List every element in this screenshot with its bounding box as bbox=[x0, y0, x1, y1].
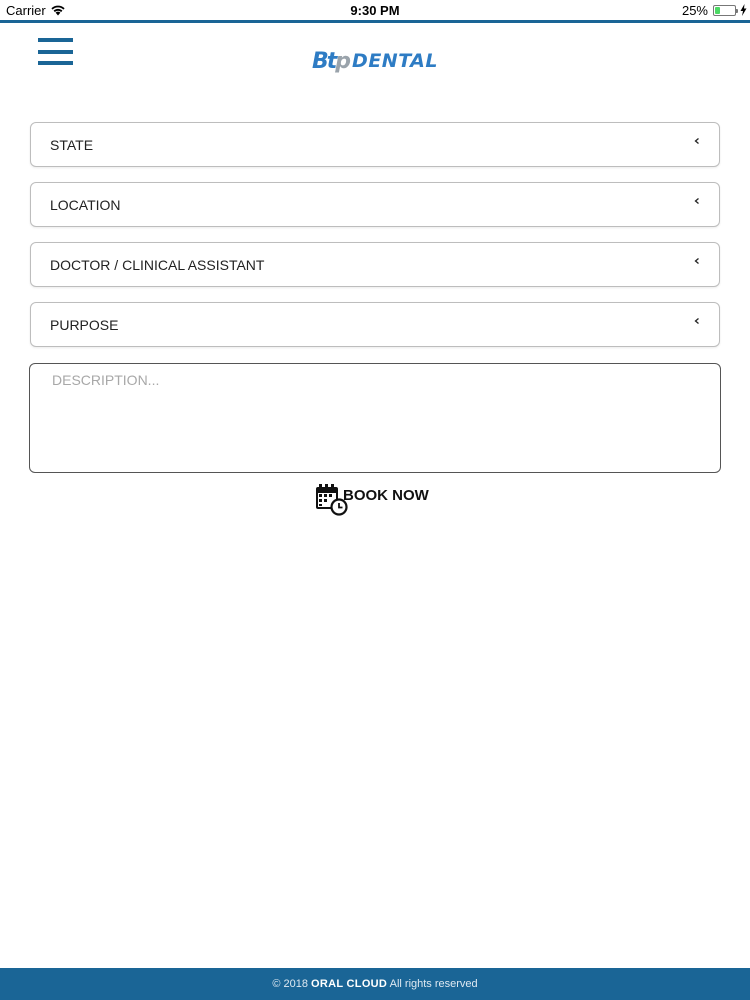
header-accent-line bbox=[0, 20, 750, 23]
description-box bbox=[29, 363, 721, 473]
book-now-button[interactable] bbox=[314, 482, 429, 516]
purpose-select[interactable] bbox=[30, 302, 720, 347]
book-now-label: BOOK NOW bbox=[343, 487, 429, 504]
description-input[interactable] bbox=[30, 364, 720, 472]
battery-level-fill bbox=[715, 7, 720, 14]
app-logo bbox=[312, 48, 438, 74]
purpose-select-label: PURPOSE bbox=[50, 317, 119, 333]
copyright-prefix: © 2018 bbox=[272, 978, 312, 990]
state-select-label: STATE bbox=[50, 137, 94, 153]
copyright-suffix: All rights reserved bbox=[387, 978, 478, 990]
footer-brand: ORAL CLOUD bbox=[311, 978, 388, 990]
chevron-left-icon bbox=[693, 195, 701, 207]
location-select[interactable] bbox=[30, 182, 720, 227]
logo-text: DENTAL bbox=[352, 50, 438, 72]
clock-time: 9:30 PM bbox=[350, 3, 400, 18]
chevron-left-icon bbox=[693, 255, 701, 267]
logo-mark: Btp bbox=[312, 48, 350, 74]
chevron-left-icon bbox=[693, 315, 701, 327]
location-select-label: LOCATION bbox=[50, 197, 121, 213]
battery-percent: 25% bbox=[681, 3, 708, 18]
footer bbox=[0, 968, 750, 1000]
carrier-label: Carrier bbox=[6, 3, 46, 18]
hamburger-menu-icon[interactable] bbox=[38, 36, 74, 66]
state-select[interactable] bbox=[30, 122, 720, 167]
chevron-left-icon bbox=[693, 135, 701, 147]
doctor-select[interactable] bbox=[30, 242, 720, 287]
doctor-select-label: DOCTOR / CLINICAL ASSISTANT bbox=[50, 257, 265, 273]
battery-icon bbox=[713, 5, 736, 16]
charging-bolt-icon bbox=[740, 4, 747, 16]
copyright-text bbox=[272, 978, 477, 990]
status-bar bbox=[0, 0, 750, 20]
